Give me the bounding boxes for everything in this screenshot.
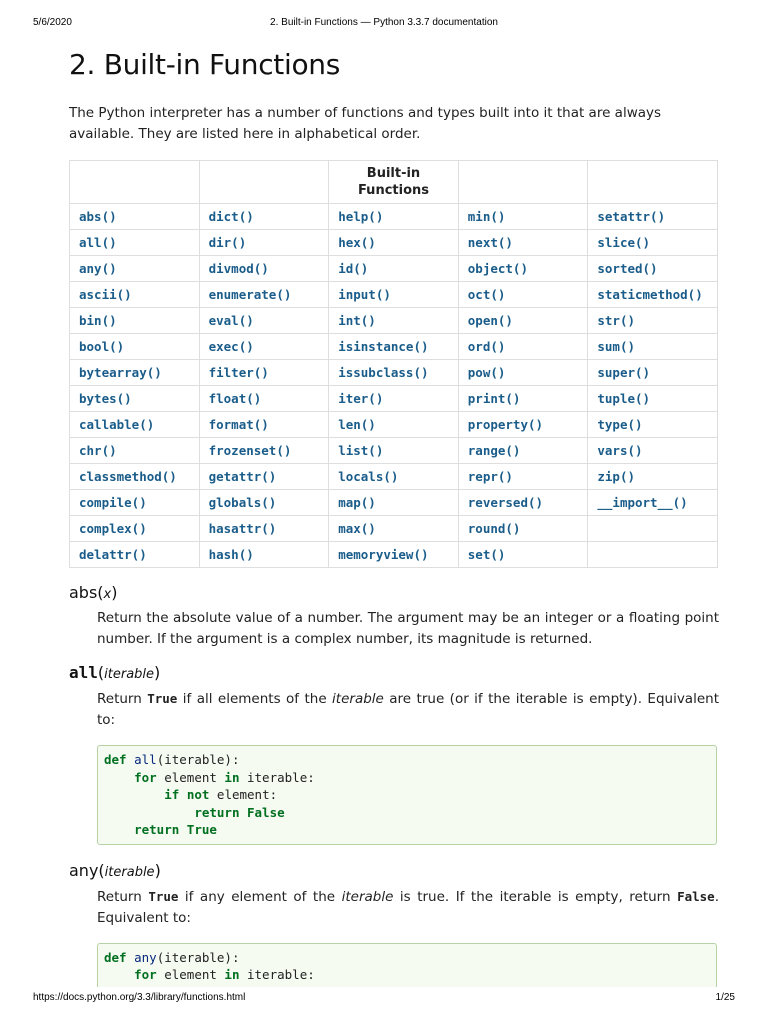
- literal-true: True: [147, 691, 178, 706]
- table-cell: [70, 542, 200, 568]
- function-arg: iterable: [104, 667, 155, 682]
- function-link[interactable]: print(): [467, 390, 521, 406]
- print-header: [0, 17, 768, 31]
- function-link[interactable]: iter(): [338, 390, 384, 406]
- function-link[interactable]: sorted(): [597, 260, 658, 276]
- code-constant: False: [247, 804, 285, 820]
- table-cell: [199, 282, 329, 308]
- table-cell: [70, 282, 200, 308]
- code-keyword: return: [194, 804, 240, 820]
- table-header-row: [70, 161, 718, 204]
- table-header-title: Built-in Functions: [329, 161, 459, 204]
- function-link[interactable]: input(): [338, 286, 391, 302]
- table-cell: [329, 360, 459, 386]
- function-name: any: [69, 860, 99, 880]
- table-cell: [588, 334, 718, 360]
- code-keyword: def: [104, 752, 127, 767]
- intro-paragraph: The Python interpreter has a number of functions and types built into it that are always available. They are listed here in alphabetical order.: [69, 105, 662, 142]
- table-cell: [329, 542, 459, 568]
- literal-false: False: [677, 888, 715, 904]
- function-link[interactable]: bytes(): [79, 390, 132, 406]
- table-cell: [329, 204, 459, 230]
- table-cell: [588, 204, 718, 230]
- table-cell: [458, 516, 588, 542]
- function-link[interactable]: tuple(): [597, 390, 651, 406]
- table-cell: [70, 464, 200, 490]
- table-cell: [588, 542, 718, 568]
- function-link[interactable]: dict(): [208, 208, 254, 224]
- function-link[interactable]: eval(): [208, 312, 254, 328]
- function-description: [97, 886, 719, 929]
- table-header-empty-2: [199, 161, 329, 204]
- function-link[interactable]: ord(): [467, 338, 506, 354]
- table-row: [70, 256, 718, 282]
- function-link[interactable]: reversed(): [467, 494, 544, 510]
- function-link[interactable]: map(): [338, 494, 376, 510]
- table-cell: [458, 360, 588, 386]
- table-cell: [329, 230, 459, 256]
- function-any: [69, 861, 719, 987]
- function-link[interactable]: enumerate(): [208, 286, 292, 302]
- code-function-name: all: [134, 752, 157, 767]
- table-cell: [70, 256, 200, 282]
- table-cell: [70, 230, 200, 256]
- function-link[interactable]: hasattr(): [208, 520, 277, 536]
- table-cell: [329, 464, 459, 490]
- function-link[interactable]: property(): [467, 416, 544, 432]
- table-cell: [70, 490, 200, 516]
- function-link[interactable]: hash(): [208, 546, 254, 562]
- print-title: 2. Built-in Functions — Python 3.3.7 documentation: [270, 17, 498, 28]
- function-all: [69, 663, 719, 845]
- table-cell: [70, 308, 200, 334]
- function-link[interactable]: globals(): [208, 494, 277, 510]
- function-link[interactable]: open(): [467, 312, 513, 328]
- function-link[interactable]: str(): [597, 312, 636, 328]
- table-cell: [199, 386, 329, 412]
- table-cell: [458, 308, 588, 334]
- table-cell: [199, 360, 329, 386]
- table-cell: [329, 282, 459, 308]
- table-cell: [199, 464, 329, 490]
- table-cell: [199, 516, 329, 542]
- table-cell: [588, 282, 718, 308]
- function-link[interactable]: type(): [597, 416, 643, 432]
- desc-text: are true (or if the iterable is empty). Equivalent to:: [97, 691, 719, 728]
- table-cell: [329, 516, 459, 542]
- code-text: element:: [209, 787, 278, 802]
- table-header-empty-3: [458, 161, 588, 204]
- function-link[interactable]: filter(): [208, 364, 269, 380]
- function-link[interactable]: complex(): [79, 520, 147, 536]
- function-signature-any: any(iterable): [69, 860, 161, 880]
- table-cell: [199, 438, 329, 464]
- table-row: [70, 204, 718, 230]
- document-body: [69, 44, 719, 987]
- table-cell: [70, 204, 200, 230]
- function-link[interactable]: max(): [338, 520, 376, 536]
- function-signature-all: all(iterable): [69, 663, 161, 682]
- function-abs: [69, 583, 719, 650]
- code-text: element: [156, 769, 225, 785]
- table-cell: [329, 308, 459, 334]
- table-cell: [199, 308, 329, 334]
- table-cell: [458, 204, 588, 230]
- code-block-all: [97, 745, 717, 845]
- code-keyword: return: [134, 822, 180, 837]
- function-signature-abs: abs(x): [69, 583, 118, 602]
- function-link[interactable]: format(): [208, 416, 269, 432]
- function-link[interactable]: sum(): [597, 338, 636, 354]
- code-keyword: if: [164, 787, 180, 802]
- table-cell: [329, 490, 459, 516]
- table-row: [70, 412, 718, 438]
- table-cell: [70, 438, 200, 464]
- table-cell: [458, 438, 588, 464]
- function-link[interactable]: memoryview(): [338, 546, 429, 562]
- function-link[interactable]: len(): [338, 416, 376, 432]
- function-link[interactable]: dir(): [208, 234, 247, 250]
- function-link[interactable]: id(): [338, 260, 369, 276]
- table-row: [70, 308, 718, 334]
- table-cell: [329, 256, 459, 282]
- table-row: [70, 438, 718, 464]
- table-cell: [458, 334, 588, 360]
- function-link[interactable]: delattr(): [79, 546, 147, 562]
- table-header-empty-1: [70, 161, 200, 204]
- function-link[interactable]: locals(): [338, 468, 399, 484]
- function-link[interactable]: hex(): [338, 234, 376, 250]
- table-cell: [329, 438, 459, 464]
- table-cell: [458, 412, 588, 438]
- function-link[interactable]: pow(): [467, 364, 506, 380]
- table-cell: [588, 412, 718, 438]
- function-link[interactable]: all(): [79, 234, 117, 250]
- table-row: [70, 464, 718, 490]
- table-cell: [588, 516, 718, 542]
- table-cell: [199, 204, 329, 230]
- table-cell: [588, 308, 718, 334]
- table-cell: [458, 542, 588, 568]
- table-row: [70, 490, 718, 516]
- code-keyword: def: [104, 949, 127, 965]
- code-function-name: any: [134, 949, 157, 965]
- table-row: [70, 334, 718, 360]
- function-link[interactable]: min(): [467, 208, 506, 224]
- function-link[interactable]: repr(): [467, 468, 513, 484]
- table-cell: [458, 386, 588, 412]
- function-link[interactable]: frozenset(): [208, 442, 292, 458]
- table-cell: [199, 412, 329, 438]
- code-text: (iterable):: [156, 949, 240, 965]
- function-link[interactable]: issubclass(): [338, 364, 429, 380]
- function-link[interactable]: ascii(): [79, 286, 132, 302]
- code-keyword: not: [186, 787, 210, 802]
- table-cell: [70, 360, 200, 386]
- function-link[interactable]: callable(): [79, 416, 155, 432]
- table-cell: [70, 334, 200, 360]
- function-link[interactable]: super(): [597, 364, 651, 380]
- code-keyword: in: [224, 967, 240, 982]
- table-cell: [588, 438, 718, 464]
- function-link[interactable]: compile(): [79, 494, 147, 510]
- print-footer: [0, 992, 768, 1006]
- function-link[interactable]: next(): [467, 234, 513, 250]
- table-row: [70, 230, 718, 256]
- function-link[interactable]: setattr(): [597, 208, 666, 224]
- code-constant: True: [186, 822, 217, 837]
- function-link[interactable]: any(): [79, 260, 117, 276]
- function-link[interactable]: vars(): [597, 442, 643, 458]
- code-keyword: for: [134, 967, 157, 982]
- table-cell: [329, 386, 459, 412]
- literal-true: True: [148, 888, 179, 904]
- table-body: [70, 204, 718, 568]
- code-keyword: in: [224, 769, 240, 785]
- table-row: [70, 516, 718, 542]
- function-link[interactable]: __import__(): [597, 494, 688, 510]
- function-link[interactable]: int(): [338, 312, 376, 328]
- function-link[interactable]: slice(): [597, 234, 651, 250]
- function-name: all: [69, 663, 98, 682]
- code-keyword: for: [134, 769, 157, 785]
- table-row: [70, 282, 718, 308]
- table-cell: [70, 386, 200, 412]
- table-row: [70, 360, 718, 386]
- builtin-functions-table: [69, 160, 718, 568]
- function-link[interactable]: isinstance(): [338, 338, 429, 354]
- table-row: [70, 386, 718, 412]
- function-link[interactable]: exec(): [208, 338, 254, 354]
- page-title: 2. Built-in Functions: [69, 48, 341, 81]
- function-link[interactable]: classmethod(): [79, 468, 177, 484]
- code-text: (iterable):: [156, 752, 240, 767]
- function-link[interactable]: chr(): [79, 442, 117, 458]
- desc-text: Return: [97, 691, 148, 707]
- table-cell: [588, 230, 718, 256]
- table-cell: [70, 516, 200, 542]
- table-cell: [329, 412, 459, 438]
- function-arg: x: [103, 587, 112, 602]
- table-cell: [199, 490, 329, 516]
- table-cell: [588, 386, 718, 412]
- desc-text: . Equivalent to:: [97, 888, 719, 926]
- table-cell: [199, 256, 329, 282]
- table-cell: [199, 542, 329, 568]
- table-cell: [458, 282, 588, 308]
- table-cell: [458, 464, 588, 490]
- table-cell: [199, 334, 329, 360]
- function-link[interactable]: bytearray(): [79, 364, 162, 380]
- function-link[interactable]: help(): [338, 208, 384, 224]
- table-cell: [458, 230, 588, 256]
- table-cell: [458, 490, 588, 516]
- function-link[interactable]: bool(): [79, 338, 125, 354]
- function-link[interactable]: staticmethod(): [597, 286, 703, 302]
- desc-text: if all elements of the: [177, 691, 333, 707]
- function-link[interactable]: range(): [467, 442, 521, 458]
- desc-text: if any element of the: [178, 888, 342, 905]
- desc-text: Return: [97, 888, 149, 905]
- table-cell: [458, 256, 588, 282]
- code-block-any: [97, 943, 717, 987]
- table-header-empty-4: [588, 161, 718, 204]
- function-link[interactable]: bin(): [79, 312, 117, 328]
- table-cell: [588, 360, 718, 386]
- desc-emphasis: iterable: [341, 888, 394, 905]
- desc-text: is true. If the iterable is empty, return: [393, 888, 678, 905]
- table-row: [70, 542, 718, 568]
- function-link[interactable]: object(): [467, 260, 528, 276]
- function-link[interactable]: abs(): [79, 208, 117, 224]
- table-cell: [70, 412, 200, 438]
- function-link[interactable]: round(): [467, 520, 521, 536]
- code-text: iterable:: [239, 967, 315, 982]
- print-url: https://docs.python.org/3.3/library/functions.html: [33, 992, 246, 1003]
- table-cell: [588, 256, 718, 282]
- function-description: [97, 688, 719, 731]
- table-cell: [588, 490, 718, 516]
- function-link[interactable]: divmod(): [208, 260, 269, 276]
- function-link[interactable]: list(): [338, 442, 384, 458]
- function-link[interactable]: set(): [467, 546, 506, 562]
- function-name: abs: [69, 583, 98, 602]
- print-page-number: 1/25: [715, 992, 735, 1003]
- function-link[interactable]: float(): [208, 390, 262, 406]
- function-link[interactable]: getattr(): [208, 468, 277, 484]
- table-cell: [588, 464, 718, 490]
- code-text: element: [156, 967, 225, 982]
- function-description: Return the absolute value of a number. The argument may be an integer or a floating point number. If the argument is a complex number, its magnitude is returned.: [97, 610, 719, 647]
- function-arg: iterable: [104, 864, 155, 880]
- desc-emphasis: iterable: [332, 691, 384, 707]
- table-cell: [329, 334, 459, 360]
- table-cell: [199, 230, 329, 256]
- function-link[interactable]: oct(): [467, 286, 506, 302]
- print-date: 5/6/2020: [33, 17, 72, 28]
- function-link[interactable]: zip(): [597, 468, 636, 484]
- code-text: iterable:: [239, 769, 315, 785]
